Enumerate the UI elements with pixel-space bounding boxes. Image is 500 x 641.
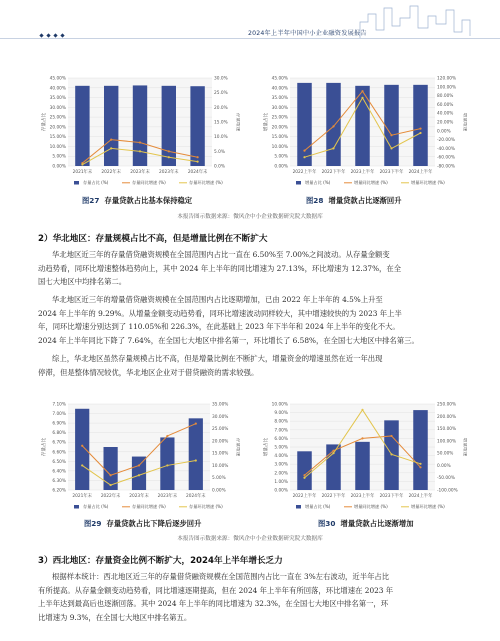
y-right-tick-label: 0.00% (437, 463, 451, 469)
y-left-tick-label: 6.30% (52, 478, 66, 484)
legend-label: 存量占比 (%) (83, 504, 109, 509)
line-point (168, 156, 170, 158)
line-point (303, 474, 305, 476)
y-left-tick-label: 0.00% (274, 488, 288, 494)
y-left-tick-label: 10.00% (49, 144, 66, 150)
x-tick-label: 2024年末 (187, 170, 208, 175)
header-title: 2024年上半年中国中小企业融资发展报告 (248, 30, 367, 37)
y-left-tick-label: 5.00% (52, 154, 66, 160)
y-axis-label-left: 存量占比 (42, 112, 47, 132)
y-left-tick-label: 6.50% (52, 459, 66, 465)
line-point (197, 156, 199, 158)
y-right-tick-label: -40.00% (437, 146, 455, 152)
y-left-tick-label: 40.00% (271, 86, 288, 92)
x-tick-label: 2023年末 (130, 170, 150, 175)
y-right-tick-label: 15.0% (214, 120, 228, 126)
y-left-tick-label: 4.00% (274, 454, 288, 460)
y-left-tick-label: 20.00% (271, 125, 288, 131)
y-right-tick-label: 80.00% (437, 94, 454, 100)
y-right-tick-label: 60.00% (437, 102, 454, 108)
chart-fig27 (40, 72, 240, 194)
y-left-tick-label: 10.00% (271, 144, 288, 150)
y-right-tick-label: 15.00% (212, 451, 229, 457)
bar (190, 86, 204, 166)
y-left-tick-label: 6.00% (274, 436, 288, 442)
legend-label: 存量环比增速 (%) (189, 504, 223, 509)
line-point (81, 445, 83, 447)
y-left-tick-label: 20.00% (49, 125, 66, 131)
x-tick-label: 2022下半年 (321, 494, 346, 499)
y-axis-label-right: 存量增速 (235, 112, 240, 132)
y-right-tick-label: -80.00% (437, 164, 455, 170)
y-axis-label-left: 存量占比 (42, 437, 47, 457)
legend-label: 增量同比增速 (%) (354, 180, 388, 185)
y-right-tick-label: -50.00% (437, 476, 455, 482)
line-point (303, 477, 305, 479)
legend-swatch (296, 181, 301, 185)
bar (189, 418, 203, 490)
chart-fig28 (262, 72, 467, 194)
line-point (390, 453, 392, 455)
y-left-tick-label: 25.00% (49, 115, 66, 121)
header-divider (0, 38, 500, 39)
y-right-tick-label: -20.00% (437, 138, 455, 144)
y-left-tick-label: 6.80% (52, 431, 66, 437)
y-left-tick-label: 5.00% (274, 154, 288, 160)
legend-swatch (74, 181, 79, 185)
bar (355, 442, 370, 490)
y-left-tick-label: 10.00% (271, 402, 288, 408)
y-left-tick-label: 15.00% (271, 135, 288, 141)
line-point (138, 474, 140, 476)
y-right-tick-label: 20.00% (212, 439, 229, 445)
y-right-tick-label: 150.00% (437, 427, 457, 433)
figure-caption-28: 图28 增量贷款占比逐渐回升 (306, 196, 402, 205)
bar (384, 85, 399, 166)
line-point (166, 435, 168, 437)
figure-caption-30: 图30 增量贷款占比逐渐增加 (318, 519, 414, 528)
x-tick-label: 2022年末 (100, 494, 121, 499)
y-axis-label-right: 存量增速 (235, 437, 240, 457)
y-left-tick-label: 35.00% (271, 96, 288, 102)
line-point (419, 466, 421, 468)
legend-label: 存量环比增速 (%) (189, 180, 223, 185)
y-right-tick-label: 30.00% (212, 414, 229, 420)
north-paragraph-1: 华北地区近三年的存量借贷融资规模在全国范围内占比一直在 6.50%至 7.00%之间波动。从存量金额变 动趋势看，同环比增速整体趋势向上，其中 2024 年上半年的同比增速为 27.13%，环比增速为 12.37%，在全 国七大地区中均排名第二。 (38, 250, 402, 286)
x-tick-label: 2021年末 (72, 494, 92, 499)
y-left-tick-label: 7.00% (52, 412, 66, 418)
y-left-tick-label: 6.20% (52, 488, 66, 494)
y-left-tick-label: 25.00% (271, 115, 288, 121)
y-right-tick-label: 10.00% (212, 463, 229, 469)
line-point (81, 464, 83, 466)
y-left-tick-label: 45.00% (271, 76, 288, 82)
line-point (361, 409, 363, 411)
legend-label: 存量同比增速 (%) (132, 504, 166, 509)
line-point (419, 463, 421, 465)
line-point (419, 128, 421, 130)
bar (104, 86, 118, 166)
x-tick-label: 2022年末 (101, 170, 121, 175)
section-heading-north: 2）华北地区：存量规模占比不高，但是增量比例在不断扩大 (38, 234, 268, 244)
y-right-tick-label: 10.0% (214, 135, 228, 141)
x-tick-label: 2022下半年 (321, 170, 346, 175)
bar (297, 83, 312, 166)
chart-fig29 (40, 398, 240, 518)
line-point (110, 147, 112, 149)
figure-caption-27: 图27 存量贷款占比基本保持稳定 (82, 196, 193, 205)
y-right-tick-label: 40.00% (437, 111, 454, 117)
legend-swatch (296, 505, 301, 509)
line-point (361, 90, 363, 92)
y-left-tick-label: 0.00% (52, 164, 66, 170)
bar (413, 85, 428, 166)
y-right-tick-label: 35.00% (212, 402, 229, 408)
bar (133, 85, 147, 166)
chart-fig30 (262, 398, 467, 518)
line-point (332, 452, 334, 454)
x-tick-label: 2021年末 (72, 170, 93, 175)
y-axis-label-right: 增量增速 (462, 437, 467, 457)
line-point (110, 474, 112, 476)
y-right-tick-label: 50.00% (437, 451, 454, 457)
northwest-paragraph-1: 根据样本统计：西北地区近三年的存量借贷融资规模在全国范围内占比一直在 3%左右波动，近半年占比 有所提高。从存量金额变动趋势看，同比增速逐期提高，但在 2024 年上半年有所回落，环比增速在 2023 年 上半年达到最高后也逐渐回落。其中 2024 年上半年的同比增速为 32.3%，在全国七大地区中排名第一，环 比增速为 9.3%，在全国七大地区中排名第五。 (38, 572, 394, 622)
legend-swatch (74, 505, 79, 509)
y-right-tick-label: 100.00% (437, 439, 457, 445)
figure-caption-29: 图29 存量贷款占比下降后逐步回升 (84, 519, 202, 528)
x-tick-label: 2024年末 (186, 494, 206, 499)
line-point (139, 150, 141, 152)
x-tick-label: 2023下半年 (379, 494, 404, 499)
legend-label: 增量占比 (%) (305, 180, 331, 185)
y-left-tick-label: 3.00% (274, 462, 288, 468)
line-point (110, 139, 112, 141)
source-note-1: 本报告图示数据来源：微风企中小企业数据研究院大数据库 (177, 214, 323, 220)
y-right-tick-label: 25.00% (212, 427, 229, 433)
bar (413, 410, 428, 490)
y-right-tick-label: 5.00% (212, 476, 226, 482)
line-point (419, 132, 421, 134)
bar (160, 437, 174, 490)
line-point (361, 97, 363, 99)
line-point (332, 125, 334, 127)
section-heading-northwest: 3）西北地区：存量资金比例不断扩大，2024年上半年增长乏力 (38, 556, 283, 566)
y-right-tick-label: 0.00% (212, 488, 226, 494)
line-point (390, 147, 392, 149)
y-right-tick-label: 200.00% (437, 414, 457, 420)
y-left-tick-label: 1.00% (274, 479, 288, 485)
line-point (197, 161, 199, 163)
north-paragraph-3: 综上，华北地区虽然存量规模占比不高，但是增量比例在不断扩大，增量资金的增速虽然在近一年出现 停滞，但是整体情况较优，华北地区企业对于借贷融资的需求较强。 (38, 354, 383, 377)
line-point (390, 134, 392, 136)
line-point (361, 437, 363, 439)
x-tick-label: 2023上半年 (350, 170, 375, 175)
y-left-tick-label: 45.00% (49, 76, 66, 82)
x-tick-label: 2023上半年 (350, 494, 375, 499)
x-tick-label: 2022上半年 (292, 170, 317, 175)
y-left-tick-label: 7.10% (52, 402, 66, 408)
y-right-tick-label: 120.00% (437, 76, 457, 82)
legend-label: 存量占比 (%) (83, 180, 109, 185)
y-right-tick-label: -100.00% (437, 488, 458, 494)
line-point (390, 435, 392, 437)
y-left-tick-label: 8.00% (274, 419, 288, 425)
y-right-tick-label: 0.0% (214, 164, 225, 170)
y-left-tick-label: 6.40% (52, 469, 66, 475)
y-left-tick-label: 6.70% (52, 440, 66, 446)
x-tick-label: 2023年末 (129, 494, 149, 499)
x-tick-label: 2023年末 (159, 170, 179, 175)
legend-label: 增量同比增速 (%) (354, 504, 388, 509)
source-note-2: 本报告图示数据来源：微风企中小企业数据研究院大数据库 (177, 536, 323, 542)
x-tick-label: 2024上半年 (408, 170, 433, 175)
line-point (139, 141, 141, 143)
line-point (303, 150, 305, 152)
x-tick-label: 2023下半年 (379, 170, 404, 175)
line-point (166, 464, 168, 466)
y-left-tick-label: 30.00% (49, 105, 66, 111)
line-point (168, 150, 170, 152)
y-right-tick-label: 5.0% (214, 149, 225, 155)
y-left-tick-label: 7.00% (274, 428, 288, 434)
y-left-tick-label: 5.00% (274, 445, 288, 451)
y-left-tick-label: 40.00% (49, 86, 66, 92)
legend-label: 增量占比 (%) (305, 504, 331, 509)
y-right-tick-label: -60.00% (437, 155, 455, 161)
x-tick-label: 2023年末 (157, 494, 178, 499)
y-left-tick-label: 35.00% (49, 96, 66, 102)
y-left-tick-label: 9.00% (274, 411, 288, 417)
y-axis-label-right: 增量增速 (462, 112, 467, 132)
x-tick-label: 2022上半年 (292, 494, 317, 499)
y-left-tick-label: 2.00% (274, 471, 288, 477)
y-left-tick-label: 6.60% (52, 450, 66, 456)
y-left-tick-label: 6.90% (52, 421, 66, 427)
y-axis-label-left: 增量占比 (264, 437, 269, 457)
line-point (110, 484, 112, 486)
line-point (303, 156, 305, 158)
y-right-tick-label: 25.0% (214, 91, 228, 97)
y-right-tick-label: 30.0% (214, 76, 228, 82)
line-point (332, 147, 334, 149)
line-point (195, 423, 197, 425)
y-axis-label-left: 增量占比 (264, 112, 269, 132)
legend-label: 增量环比增速 (%) (411, 504, 445, 509)
y-right-tick-label: 100.00% (437, 85, 457, 91)
page-header (0, 0, 500, 46)
north-paragraph-2: 华北地区近三年的增量借贷融资规模在全国范围内占比逐期增加，已由 2022 年上半年的 4.5%上升至 2024 年上半年的 9.29%。从增量金额变动趋势看，同环比增速波动同样较大，其中增速较快的为 2023 年上半 年，同环比增速分别达到了 110.05%和 226.3%，在此基础上 2023 年下半年和 2024 年上半年的变化不大。 2024 年上半年同比下降了 7.64%，在全国七大地区中排名第一，环比增长了 6.58%，在全国七大地区中排名第三。 (38, 295, 419, 345)
y-right-tick-label: 20.00% (437, 120, 454, 126)
line-point (138, 464, 140, 466)
legend-label: 增量环比增速 (%) (411, 180, 445, 185)
legend-label: 存量同比增速 (%) (132, 180, 166, 185)
line-point (195, 459, 197, 461)
y-left-tick-label: 30.00% (271, 105, 288, 111)
line-point (81, 163, 83, 165)
y-right-tick-label: 250.00% (437, 402, 457, 408)
y-right-tick-label: 20.0% (214, 105, 228, 111)
bar (162, 86, 176, 166)
bar (75, 86, 89, 166)
y-left-tick-label: 15.00% (49, 135, 66, 141)
y-right-tick-label: 0.00% (437, 129, 451, 135)
bar (75, 409, 89, 490)
x-tick-label: 2024上半年 (408, 494, 433, 499)
y-left-tick-label: 0.00% (274, 164, 288, 170)
bar (326, 83, 341, 166)
